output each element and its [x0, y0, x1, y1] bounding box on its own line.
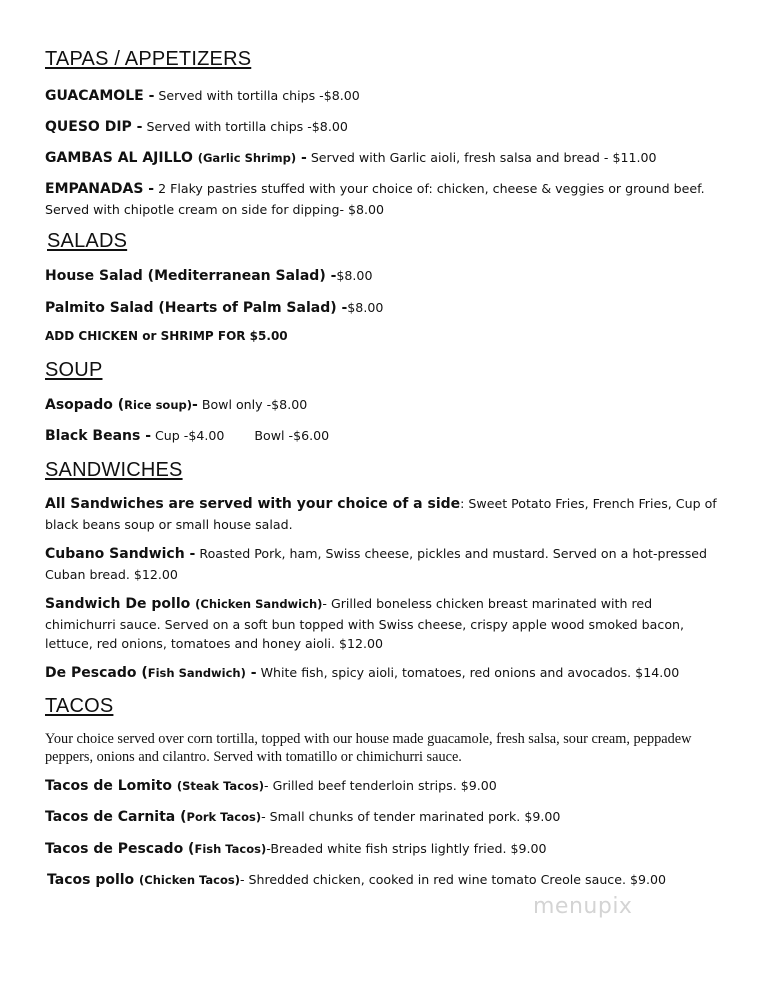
item-name: Sandwich De pollo: [45, 596, 196, 612]
item-subname: (Chicken Tacos): [139, 873, 240, 887]
item-name: GUACAMOLE -: [45, 88, 155, 104]
section-title-tacos: TACOS: [45, 695, 114, 717]
item-dash: -: [296, 150, 307, 166]
item-desc: Served with tortilla chips -$8.00: [142, 119, 348, 134]
item-name: Tacos de Lomito: [45, 778, 177, 794]
menu-item-queso: [45, 117, 725, 138]
menu-item-asopado: [45, 395, 725, 416]
item-name: Cubano Sandwich -: [45, 546, 196, 562]
menu-item-tacos-pollo: [47, 870, 727, 891]
section-title-salads: SALADS: [47, 230, 128, 252]
menu-item-tacos-carnita: [45, 807, 725, 828]
menu-item-sandwich-pollo: [45, 594, 725, 654]
item-dash: -: [192, 397, 198, 413]
item-name: Tacos de Carnita (: [45, 809, 187, 825]
menu-item-palmito-salad: [45, 298, 725, 319]
item-desc: Bowl only -$8.00: [197, 397, 308, 412]
item-desc: White fish, spicy aioli, tomatoes, red onions and avocados. $14.00: [256, 665, 680, 680]
menu-item-de-pescado: [45, 663, 725, 684]
item-subname: Rice soup): [124, 398, 193, 412]
menu-item-black-beans: [45, 426, 725, 447]
item-subname: (Garlic Shrimp): [197, 151, 297, 165]
item-desc: Served with Garlic aioli, fresh salsa and bread - $11.00: [306, 150, 657, 165]
item-name: EMPANADAS -: [45, 181, 155, 197]
item-price: $8.00: [347, 300, 384, 315]
item-subname: (Steak Tacos): [176, 779, 265, 793]
item-desc: Roasted Pork, ham, Swiss cheese, pickles and mustard. Served on a hot-pressed Cuban bread. $12.00: [45, 546, 708, 582]
menu-item-cubano: [45, 544, 725, 584]
menu-item-tacos-pescado: [45, 839, 725, 860]
item-name: House Salad (Mediterranean Salad) -: [45, 268, 337, 284]
menu-item-tacos-lomito: [45, 776, 725, 797]
item-desc: - Grilled boneless chicken breast marinated with red chimichurri sauce. Served on a soft bun topped with Swiss cheese, crispy apple wood smoked bacon, lettuce, red onions, tomatoes and honey aioli. $12.00: [45, 596, 685, 651]
item-name: Asopado (: [45, 397, 125, 413]
item-subname: Pork Tacos): [186, 810, 262, 824]
item-desc: - Grilled beef tenderloin strips. $9.00: [264, 778, 497, 793]
menupix-watermark: menupix: [533, 894, 633, 919]
item-name: Black Beans -: [45, 428, 151, 444]
section-title-soup: SOUP: [45, 359, 103, 381]
menu-item-guacamole: [45, 86, 725, 107]
item-name: QUESO DIP -: [45, 119, 143, 135]
item-price: $8.00: [336, 268, 373, 283]
salad-add-note: ADD CHICKEN or SHRIMP FOR $5.00: [45, 329, 288, 343]
item-subname: Fish Tacos): [194, 842, 267, 856]
item-desc: - Small chunks of tender marinated pork. $9.00: [261, 809, 561, 824]
item-name: GAMBAS AL AJILLO: [45, 150, 198, 166]
sandwiches-intro: [45, 494, 725, 534]
section-title-tapas: TAPAS / APPETIZERS: [45, 48, 252, 70]
item-desc: - Shredded chicken, cooked in red wine tomato Creole sauce. $9.00: [239, 872, 667, 887]
item-name: Palmito Salad (Hearts of Palm Salad) -: [45, 300, 348, 316]
menu-item-house-salad: [45, 266, 725, 287]
item-name: Tacos de Pescado (: [45, 841, 195, 857]
item-dash: -: [245, 665, 257, 681]
item-subname: (Chicken Sandwich): [195, 597, 323, 611]
section-title-sandwiches: SANDWICHES: [45, 459, 183, 481]
item-desc: Served with tortilla chips -$8.00: [154, 88, 360, 103]
item-subname: Fish Sandwich): [147, 666, 246, 680]
item-name: Tacos pollo: [47, 872, 140, 888]
item-bowl-price: Bowl -$6.00: [254, 428, 330, 443]
item-desc: -Breaded white fish strips lightly fried. $9.00: [266, 841, 547, 856]
tacos-intro: Your choice served over corn tortilla, topped with our house made guacamole, fresh salsa, sour cream, peppadew peppers, onions and cilantro. Served with tomatillo or chimichurri sauce.: [45, 731, 692, 765]
item-cup-price: Cup -$4.00: [151, 428, 225, 443]
menu-item-empanadas: [45, 179, 725, 219]
item-name: De Pescado (: [45, 665, 148, 681]
intro-bold: All Sandwiches are served with your choice of a side: [45, 496, 461, 512]
intro-desc: : Sweet Potato Fries, French Fries, Cup of black beans soup or small house salad.: [45, 496, 717, 532]
menu-item-gambas: [45, 148, 725, 169]
item-desc: 2 Flaky pastries stuffed with your choice of: chicken, cheese & veggies or ground beef. Served with chipotle cream on side for dipping- $8.00: [45, 181, 705, 217]
